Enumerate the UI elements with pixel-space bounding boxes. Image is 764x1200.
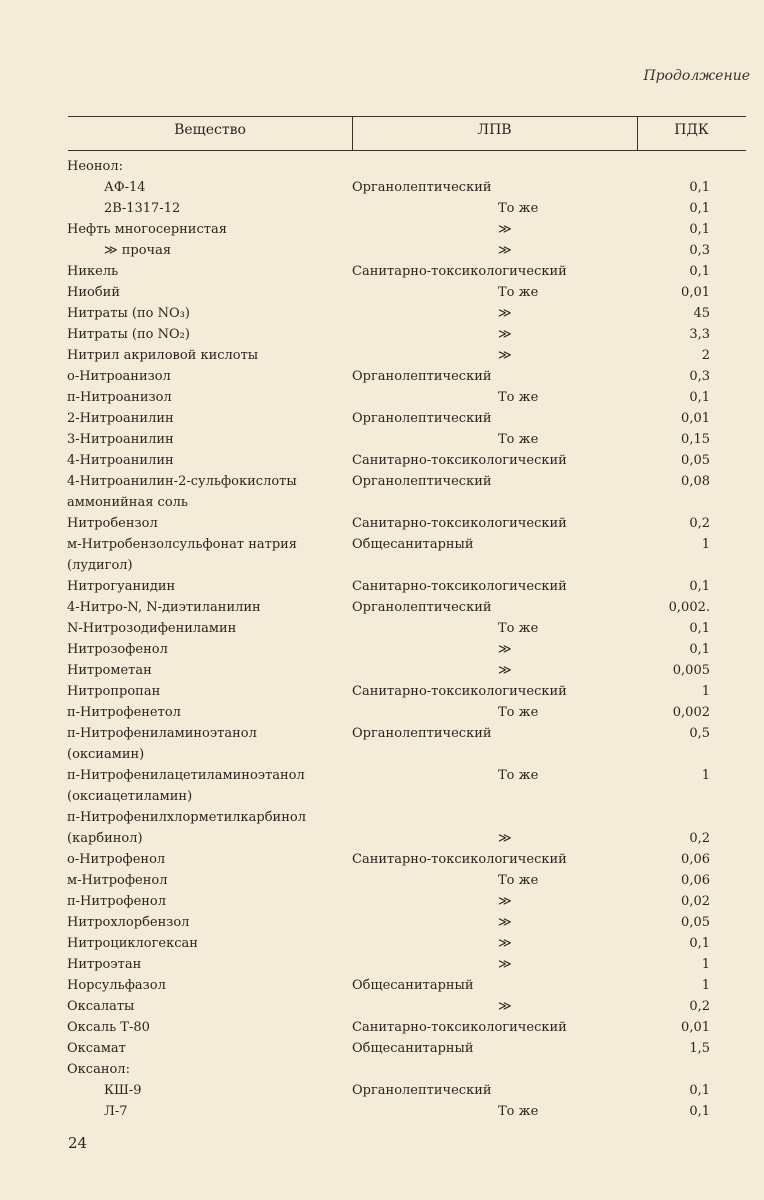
substance-cell: Нитрометан xyxy=(67,663,152,678)
pdk-cell: 1 xyxy=(701,537,710,552)
substance-cell: м-Нитрофенол xyxy=(67,873,168,888)
table-row xyxy=(0,1038,764,1059)
lpv-cell: Санитарно-токсикологический xyxy=(352,1020,567,1035)
substance-cell: Нитрозофенол xyxy=(67,642,168,657)
page-number: 24 xyxy=(68,1134,88,1152)
lpv-same-cell: ≫ xyxy=(498,348,512,363)
substance-cell: Оксанол: xyxy=(67,1062,130,1077)
table-row xyxy=(0,282,764,303)
lpv-cell: Органолептический xyxy=(352,600,492,615)
table-row xyxy=(0,429,764,450)
continued-label: Продолжение xyxy=(643,68,750,84)
substance-cell: 4-Нитро-N, N-диэтиланилин xyxy=(67,600,261,615)
table-row xyxy=(0,1080,764,1101)
table-row xyxy=(0,198,764,219)
table-row xyxy=(0,219,764,240)
lpv-cell: Общесанитарный xyxy=(352,537,474,552)
pdk-cell: 0,2 xyxy=(689,516,710,531)
substance-cell: п-Нитрофениламиноэтанол xyxy=(67,726,257,741)
substance-cell: (лудигол) xyxy=(67,558,133,573)
substance-cell: Оксаль Т-80 xyxy=(67,1020,150,1035)
lpv-same-cell: ≫ xyxy=(498,642,512,657)
pdk-cell: 0,2 xyxy=(689,999,710,1014)
table-row xyxy=(0,618,764,639)
table-row xyxy=(0,975,764,996)
lpv-cell: Общесанитарный xyxy=(352,1041,474,1056)
substance-cell: 4-Нитроанилин-2-сульфокислоты xyxy=(67,474,297,489)
substance-cell: Оксалаты xyxy=(67,999,135,1014)
substance-cell: Нитрохлорбензол xyxy=(67,915,190,930)
lpv-cell: Органолептический xyxy=(352,369,492,384)
table-row xyxy=(0,576,764,597)
lpv-same-cell: ≫ xyxy=(498,327,512,342)
pdk-cell: 45 xyxy=(693,306,710,321)
table-row xyxy=(0,1101,764,1122)
table-row xyxy=(0,408,764,429)
lpv-cell: Санитарно-токсикологический xyxy=(352,516,567,531)
pdk-cell: 1 xyxy=(701,684,710,699)
substance-cell: п-Нитрофенилхлорметилкарбинол xyxy=(67,810,306,825)
lpv-cell: Общесанитарный xyxy=(352,978,474,993)
table-row xyxy=(0,765,764,786)
table-row xyxy=(0,324,764,345)
substance-cell: м-Нитробензолсульфонат натрия xyxy=(67,537,298,552)
lpv-same-cell: То же xyxy=(498,285,539,300)
table-row xyxy=(0,177,764,198)
pdk-cell: 2 xyxy=(701,348,710,363)
pdk-cell: 0,3 xyxy=(689,369,710,384)
table-row xyxy=(0,744,764,765)
substance-cell: Нитропропан xyxy=(67,684,161,699)
column-header-substance: Вещество xyxy=(174,122,246,138)
lpv-cell: Органолептический xyxy=(352,726,492,741)
pdk-cell: 1 xyxy=(701,768,710,783)
pdk-cell: 0,2 xyxy=(689,831,710,846)
substance-cell: Л-7 xyxy=(104,1104,128,1119)
pdk-cell: 0,1 xyxy=(689,390,710,405)
substance-cell: Нитроциклогексан xyxy=(67,936,198,951)
lpv-cell: Санитарно-токсикологический xyxy=(352,684,567,699)
lpv-cell: Органолептический xyxy=(352,411,492,426)
lpv-cell: Санитарно-токсикологический xyxy=(352,453,567,468)
substance-cell: 4-Нитроанилин xyxy=(67,453,174,468)
lpv-same-cell: То же xyxy=(498,390,539,405)
pdk-cell: 0,1 xyxy=(689,264,710,279)
table-row xyxy=(0,786,764,807)
table-row xyxy=(0,534,764,555)
substance-cell: Неонол: xyxy=(67,159,123,174)
table-row xyxy=(0,471,764,492)
lpv-same-cell: То же xyxy=(498,873,539,888)
table-row xyxy=(0,366,764,387)
table-row xyxy=(0,681,764,702)
pdk-cell: 0,1 xyxy=(689,579,710,594)
substance-cell: (карбинол) xyxy=(67,831,143,846)
table-row xyxy=(0,387,764,408)
table-row xyxy=(0,261,764,282)
substance-cell: АФ-14 xyxy=(104,180,146,195)
column-header-pdk: ПДК xyxy=(674,122,709,138)
table-row xyxy=(0,933,764,954)
pdk-cell: 0,1 xyxy=(689,621,710,636)
table-row xyxy=(0,555,764,576)
substance-cell: п-Нитроанизол xyxy=(67,390,172,405)
substance-cell: 2-Нитроанилин xyxy=(67,411,174,426)
pdk-cell: 0,1 xyxy=(689,1083,710,1098)
pdk-cell: 0,06 xyxy=(681,873,710,888)
lpv-same-cell: То же xyxy=(498,432,539,447)
substance-cell: Нитрогуанидин xyxy=(67,579,176,594)
pdk-cell: 0,002 xyxy=(672,705,710,720)
substance-cell: Никель xyxy=(67,264,119,279)
lpv-cell: Санитарно-токсикологический xyxy=(352,264,567,279)
substance-cell: Нитроэтан xyxy=(67,957,142,972)
pdk-cell: 0,1 xyxy=(689,642,710,657)
table-row xyxy=(0,723,764,744)
table-row xyxy=(0,1059,764,1080)
pdk-cell: 0,002. xyxy=(668,600,710,615)
table-row xyxy=(0,702,764,723)
substance-cell: Нефть многосернистая xyxy=(67,222,227,237)
table-row xyxy=(0,513,764,534)
pdk-cell: 1 xyxy=(701,978,710,993)
substance-cell: Ниобий xyxy=(67,285,120,300)
substance-cell: Оксамат xyxy=(67,1041,126,1056)
pdk-cell: 0,3 xyxy=(689,243,710,258)
lpv-same-cell: ≫ xyxy=(498,243,512,258)
table-row xyxy=(0,828,764,849)
lpv-same-cell: ≫ xyxy=(498,957,512,972)
substance-cell: N-Нитрозодифениламин xyxy=(67,621,237,636)
table-row xyxy=(0,912,764,933)
lpv-cell: Органолептический xyxy=(352,1083,492,1098)
table-row xyxy=(0,597,764,618)
pdk-cell: 0,01 xyxy=(681,1020,710,1035)
table-row xyxy=(0,660,764,681)
lpv-same-cell: То же xyxy=(498,621,539,636)
substance-cell: Нитробензол xyxy=(67,516,158,531)
substance-cell: Норсульфазол xyxy=(67,978,166,993)
pdk-cell: 1 xyxy=(701,957,710,972)
lpv-same-cell: ≫ xyxy=(498,663,512,678)
table-row xyxy=(0,303,764,324)
substance-cell: (оксиамин) xyxy=(67,747,145,762)
lpv-same-cell: То же xyxy=(498,201,539,216)
lpv-cell: Органолептический xyxy=(352,474,492,489)
lpv-cell: Органолептический xyxy=(352,180,492,195)
substance-cell: 3-Нитроанилин xyxy=(67,432,174,447)
table-row xyxy=(0,156,764,177)
table-row xyxy=(0,1017,764,1038)
lpv-same-cell: То же xyxy=(498,1104,539,1119)
substance-cell: ≫ прочая xyxy=(104,243,172,258)
substance-cell: КШ-9 xyxy=(104,1083,142,1098)
column-header-lpv: ЛПВ xyxy=(477,122,512,138)
pdk-cell: 0,005 xyxy=(672,663,710,678)
pdk-cell: 0,01 xyxy=(681,411,710,426)
substance-cell: п-Нитрофенол xyxy=(67,894,167,909)
substance-cell: аммонийная соль xyxy=(67,495,188,510)
table-row xyxy=(0,870,764,891)
pdk-cell: 0,1 xyxy=(689,936,710,951)
lpv-same-cell: ≫ xyxy=(498,999,512,1014)
lpv-cell: Санитарно-токсикологический xyxy=(352,579,567,594)
pdk-cell: 0,06 xyxy=(681,852,710,867)
pdk-cell: 0,01 xyxy=(681,285,710,300)
table-row xyxy=(0,639,764,660)
table-row xyxy=(0,240,764,261)
substance-cell: п-Нитрофенетол xyxy=(67,705,181,720)
table-row xyxy=(0,891,764,912)
lpv-same-cell: ≫ xyxy=(498,222,512,237)
substance-cell: о-Нитрофенол xyxy=(67,852,166,867)
substance-cell: о-Нитроанизол xyxy=(67,369,171,384)
pdk-cell: 0,05 xyxy=(681,915,710,930)
lpv-same-cell: ≫ xyxy=(498,915,512,930)
pdk-cell: 0,08 xyxy=(681,474,710,489)
pdk-cell: 0,5 xyxy=(689,726,710,741)
pdk-cell: 0,1 xyxy=(689,180,710,195)
lpv-same-cell: То же xyxy=(498,768,539,783)
substance-cell: Нитраты (по NO₃) xyxy=(67,306,190,321)
substance-cell: Нитраты (по NO₂) xyxy=(67,327,190,342)
table-row xyxy=(0,807,764,828)
substance-cell: Нитрил акриловой кислоты xyxy=(67,348,259,363)
pdk-cell: 0,05 xyxy=(681,453,710,468)
table-header-rule xyxy=(68,150,746,151)
pdk-cell: 3,3 xyxy=(689,327,710,342)
substance-cell: п-Нитрофенилацетиламиноэтанол xyxy=(67,768,305,783)
pdk-cell: 1,5 xyxy=(689,1041,710,1056)
table-row xyxy=(0,345,764,366)
lpv-same-cell: То же xyxy=(498,705,539,720)
lpv-cell: Санитарно-токсикологический xyxy=(352,852,567,867)
lpv-same-cell: ≫ xyxy=(498,306,512,321)
table-row xyxy=(0,996,764,1017)
lpv-same-cell: ≫ xyxy=(498,831,512,846)
substance-cell: 2В-1317-12 xyxy=(104,201,181,216)
pdk-cell: 0,1 xyxy=(689,201,710,216)
table-body xyxy=(0,156,764,1122)
table-top-rule xyxy=(68,116,746,117)
table-row xyxy=(0,450,764,471)
pdk-cell: 0,02 xyxy=(681,894,710,909)
substance-cell: (оксиацетиламин) xyxy=(67,789,193,804)
table-row xyxy=(0,492,764,513)
table-row xyxy=(0,954,764,975)
lpv-same-cell: ≫ xyxy=(498,936,512,951)
pdk-cell: 0,1 xyxy=(689,222,710,237)
table-row xyxy=(0,849,764,870)
pdk-cell: 0,15 xyxy=(681,432,710,447)
pdk-cell: 0,1 xyxy=(689,1104,710,1119)
lpv-same-cell: ≫ xyxy=(498,894,512,909)
